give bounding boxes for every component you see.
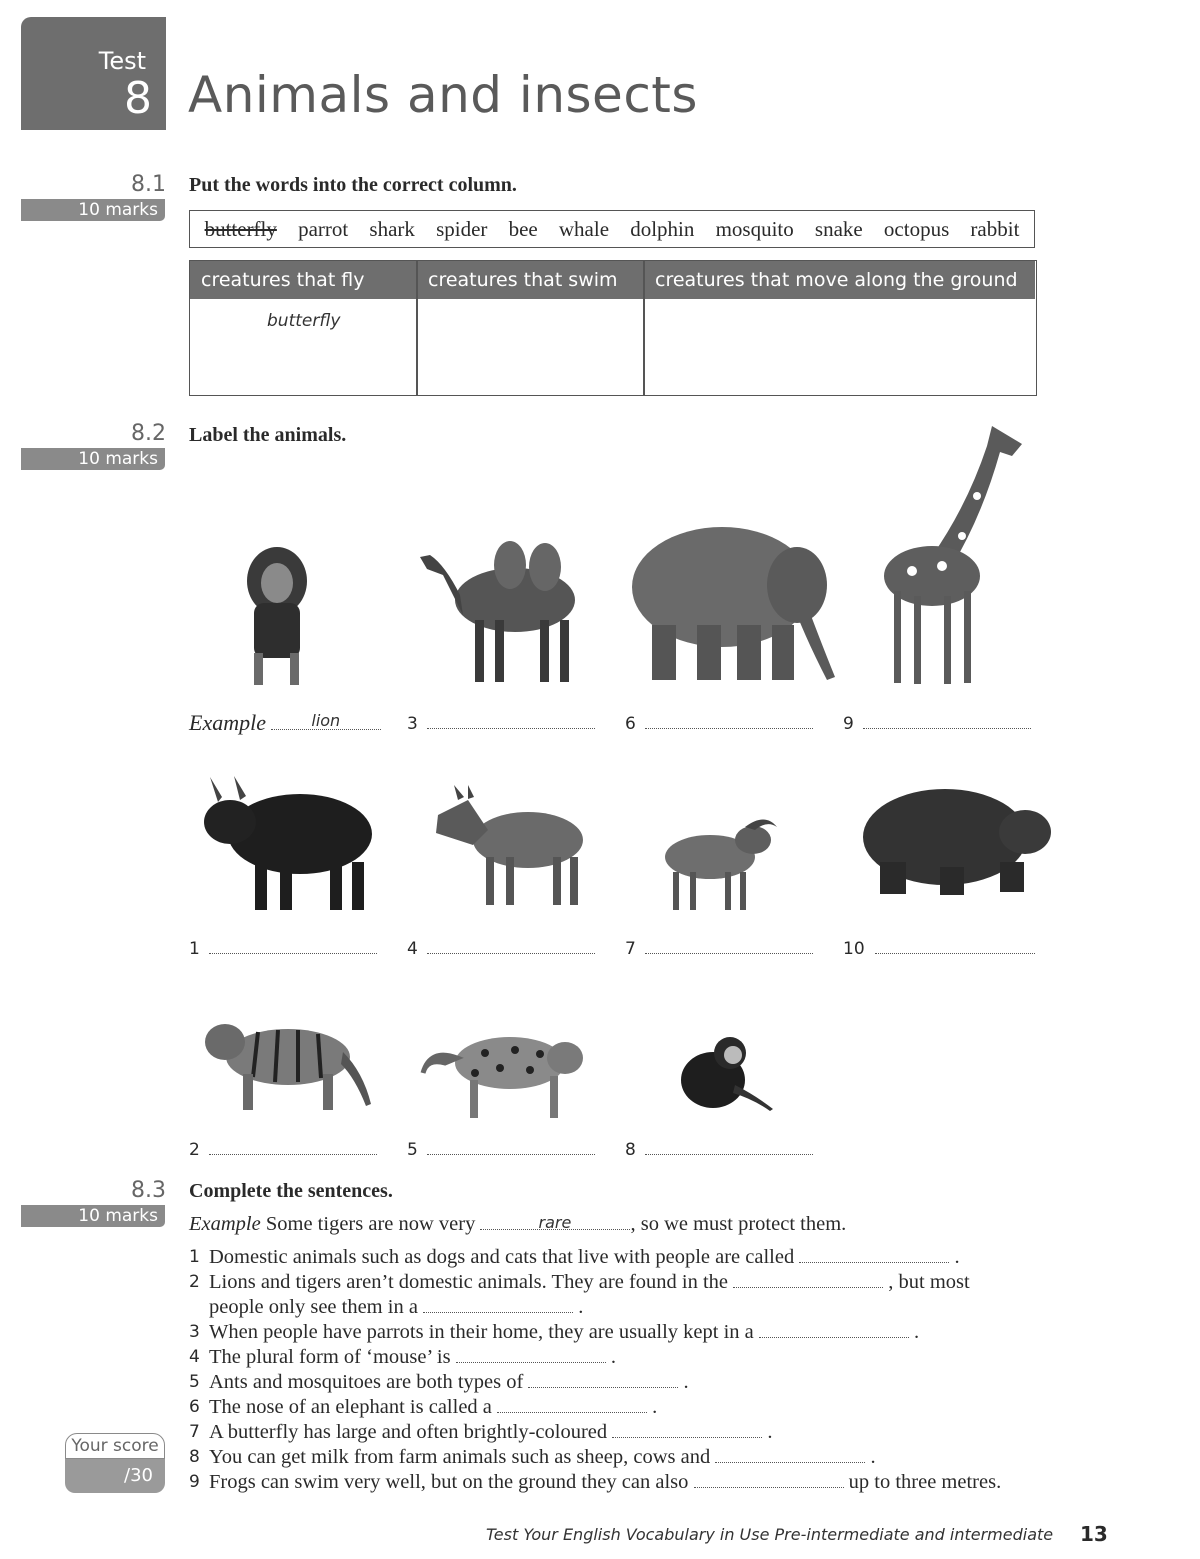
instruction-8-2: Label the animals. <box>189 424 347 446</box>
label-item <box>625 714 813 734</box>
sentence-number: 2 <box>189 1272 200 1292</box>
sentence-text: You can get milk from farm animals such as sheep, cows and <box>209 1446 711 1468</box>
label-number: 3 <box>407 714 418 734</box>
sentence-item <box>189 1320 1049 1345</box>
answer-line[interactable] <box>645 714 813 729</box>
sentence-item <box>189 1470 1049 1495</box>
answer-line[interactable] <box>427 714 595 729</box>
word-item: dolphin <box>630 216 695 241</box>
label-item <box>189 939 377 959</box>
column-header-swim: creatures that swim <box>417 261 644 299</box>
sentence-text: . <box>683 1371 689 1393</box>
word-item: snake <box>814 216 863 241</box>
answer-gap[interactable] <box>715 1448 865 1463</box>
answer-gap[interactable] <box>497 1398 647 1413</box>
answer-line[interactable] <box>645 939 813 954</box>
sentence-item <box>189 1395 1049 1420</box>
sentence-text: The nose of an elephant is called a <box>209 1396 492 1418</box>
label-number: 1 <box>189 939 200 959</box>
sentence-text: . <box>914 1321 920 1343</box>
example-word: Example <box>189 1213 261 1235</box>
sentence-list <box>189 1212 1049 1495</box>
word-item: mosquito <box>715 216 794 241</box>
answer-line[interactable] <box>427 939 595 954</box>
answer-gap[interactable] <box>480 1215 630 1230</box>
word-item: shark <box>369 216 415 241</box>
sentence-text: , but most <box>888 1271 970 1293</box>
label-item <box>843 714 1031 734</box>
goat-image <box>655 812 783 912</box>
score-total[interactable]: /30 <box>65 1459 165 1493</box>
sentence-item <box>189 1420 1049 1445</box>
answer-line[interactable] <box>209 939 377 954</box>
page-title: Animals and insects <box>188 66 698 124</box>
answer-gap[interactable] <box>612 1423 762 1438</box>
sentence-text: Ants and mosquitoes are both types of <box>209 1371 524 1393</box>
answer-line[interactable] <box>645 1140 813 1155</box>
word-item: whale <box>558 216 610 241</box>
donkey-image <box>428 785 588 907</box>
sentence-text: . <box>870 1446 876 1468</box>
label-item <box>625 939 813 959</box>
answer-gap[interactable] <box>456 1348 606 1363</box>
answer-line[interactable] <box>863 714 1031 729</box>
sentence-text: up to three metres. <box>848 1471 1002 1493</box>
label-number: 2 <box>189 1140 200 1160</box>
marks-badge-8-2 <box>21 448 165 470</box>
marks-label: 10 marks <box>78 1206 158 1226</box>
answer-gap[interactable] <box>733 1273 883 1288</box>
word-item: rabbit <box>970 216 1020 241</box>
label-number: 8 <box>625 1140 636 1160</box>
sentence-text: people only see them in a <box>209 1296 418 1318</box>
lion-image <box>240 543 315 688</box>
column-header-fly: creatures that fly <box>190 261 417 299</box>
word-item: butterfly <box>204 216 277 241</box>
sentence-text: Lions and tigers aren’t domestic animals. They are found in the <box>209 1271 729 1293</box>
tiger-image <box>203 1012 373 1112</box>
label-item <box>843 939 1035 959</box>
sentence-text: . <box>954 1246 960 1268</box>
sentence-item <box>189 1445 1049 1470</box>
label-number: 10 <box>843 939 865 959</box>
leopard-image <box>415 1018 587 1120</box>
sentence-item <box>189 1370 1049 1395</box>
word-item: parrot <box>298 216 349 241</box>
answer-cell-swim[interactable] <box>418 301 642 393</box>
camel-image <box>415 535 580 687</box>
sentence-number: 5 <box>189 1372 200 1392</box>
answer-gap[interactable] <box>528 1373 678 1388</box>
sentence-number: 4 <box>189 1347 200 1367</box>
example-label-row <box>189 710 381 736</box>
label-item <box>189 1140 377 1160</box>
instruction-8-3: Complete the sentences. <box>189 1180 393 1202</box>
label-item <box>407 714 595 734</box>
test-number: 8 <box>124 73 152 124</box>
section-number-8-1: 8.1 <box>131 172 166 197</box>
sentence-item <box>189 1345 1049 1370</box>
elephant-image <box>627 515 842 685</box>
column-header-ground: creatures that move along the ground <box>644 261 1035 299</box>
example-answer: rare <box>538 1213 572 1232</box>
score-box <box>65 1433 165 1493</box>
word-list-box <box>189 210 1035 248</box>
sentence-number: 8 <box>189 1447 200 1467</box>
sentence-text: Some tigers are now very <box>265 1213 476 1235</box>
sentence-number: 6 <box>189 1397 200 1417</box>
monkey-image <box>675 1035 777 1113</box>
sentence-item <box>189 1270 1049 1320</box>
sentence-text: When people have parrots in their home, they are usually kept in a <box>209 1321 754 1343</box>
label-item <box>625 1140 813 1160</box>
footer-book-title: Test Your English Vocabulary in Use Pre-intermediate and intermediate <box>486 1525 1054 1544</box>
score-label: Your score <box>65 1433 165 1459</box>
example-word: Example <box>189 710 266 735</box>
example-answer: lion <box>311 711 341 730</box>
answer-line[interactable] <box>427 1140 595 1155</box>
word-item: spider <box>436 216 488 241</box>
giraffe-image <box>872 416 1040 688</box>
marks-label: 10 marks <box>78 449 158 469</box>
label-number: 6 <box>625 714 636 734</box>
answer-gap[interactable] <box>423 1298 573 1313</box>
test-badge <box>21 17 166 130</box>
answer-cell-fly[interactable]: butterfly <box>267 311 341 331</box>
label-number: 5 <box>407 1140 418 1160</box>
label-number: 7 <box>625 939 636 959</box>
page-number: 13 <box>1080 1522 1108 1546</box>
label-item <box>407 1140 595 1160</box>
answer-gap[interactable] <box>759 1323 909 1338</box>
column-table <box>189 260 1037 396</box>
sentence-text: A butterfly has large and often brightly-coloured <box>209 1421 608 1443</box>
answer-gap[interactable] <box>694 1473 844 1488</box>
answer-line[interactable] <box>271 711 381 730</box>
section-number-8-2: 8.2 <box>131 421 166 446</box>
sentence-text: . <box>767 1421 773 1443</box>
sentence-number: 3 <box>189 1322 200 1342</box>
answer-line[interactable] <box>209 1140 377 1155</box>
bear-image <box>860 782 1052 897</box>
instruction-8-1: Put the words into the correct column. <box>189 174 517 196</box>
sentence-text: Frogs can swim very well, but on the ground they can also <box>209 1471 689 1493</box>
marks-badge-8-1 <box>21 199 165 221</box>
sentence-item <box>189 1245 1049 1270</box>
example-sentence <box>189 1212 1049 1237</box>
label-number: 9 <box>843 714 854 734</box>
sentence-text: Domestic animals such as dogs and cats that live with people are called <box>209 1246 795 1268</box>
sentence-text: , so we must protect them. <box>630 1213 847 1235</box>
label-number: 4 <box>407 939 418 959</box>
sentence-number: 1 <box>189 1247 200 1267</box>
section-number-8-3: 8.3 <box>131 1178 166 1203</box>
word-item: octopus <box>883 216 950 241</box>
answer-gap[interactable] <box>799 1248 949 1263</box>
sentence-number: 9 <box>189 1472 200 1492</box>
sentence-text: . <box>610 1346 616 1368</box>
answer-cell-ground[interactable] <box>645 301 1033 393</box>
marks-label: 10 marks <box>78 200 158 220</box>
word-item: bee <box>508 216 538 241</box>
sentence-text: . <box>578 1296 584 1318</box>
answer-line[interactable] <box>875 939 1035 954</box>
sentence-text: . <box>652 1396 658 1418</box>
sentence-text: The plural form of ‘mouse’ is <box>209 1346 451 1368</box>
sentence-number: 7 <box>189 1422 200 1442</box>
bull-image <box>200 772 382 915</box>
test-label: Test <box>98 47 146 75</box>
label-item <box>407 939 595 959</box>
marks-badge-8-3 <box>21 1205 165 1227</box>
